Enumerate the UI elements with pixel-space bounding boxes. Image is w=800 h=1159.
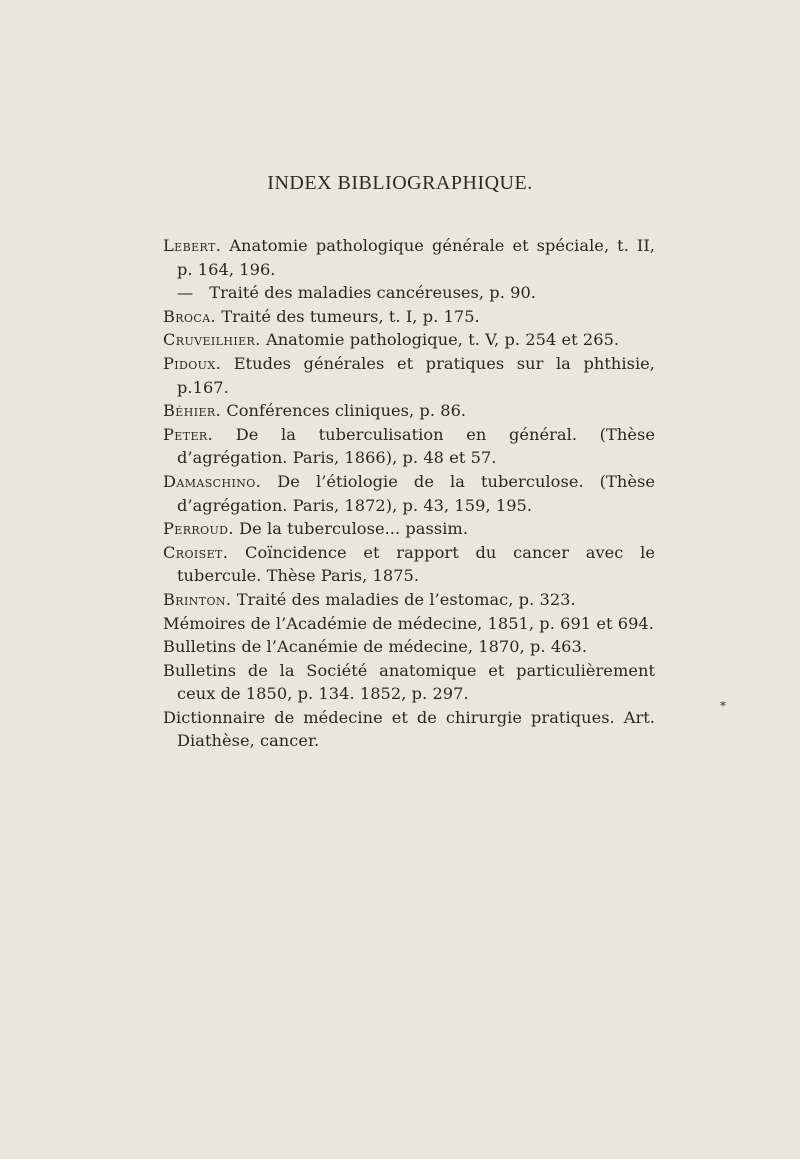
entry-author: Damaschino. (163, 471, 262, 491)
entry-text: Dictionnaire de médecine et de chirurgie pratiques. Art. Diathèse, cancer. (163, 707, 655, 751)
bibliography-entry (163, 423, 655, 470)
entry-author: Brinton. (163, 589, 232, 609)
entry-author: Perroud. (163, 519, 234, 539)
entry-text: Bulletins de l’Acanémie de médecine, 1870, p. 463. (163, 637, 588, 657)
entry-author: Broca. (163, 306, 217, 326)
entry-text: Coïncidence et rapport du cancer avec le tubercule. Thèse Paris, 1875. (177, 542, 655, 586)
bibliography-entry (163, 659, 655, 706)
entry-text: Etudes générales et pratiques sur la phthisie, p.167. (177, 353, 655, 397)
entry-text: Bulletins de la Société anatomique et particulièrement ceux de 1850, p. 134. 1852, p. 297. (163, 660, 655, 704)
entry-text: De l’étiologie de la tuberculose. (Thèse d’agrégation. Paris, 1872), p. 43, 159, 195. (177, 471, 655, 515)
bibliography-entry (163, 612, 655, 636)
entry-text: Anatomie pathologique, t. V, p. 254 et 265. (265, 330, 620, 350)
bibliography-entry (163, 234, 655, 281)
bibliography-entry (163, 706, 655, 753)
entry-text: Traité des maladies de l’estomac, p. 323. (236, 589, 576, 609)
bibliography-entry (163, 541, 655, 588)
entry-author: Lebert. (163, 236, 222, 255)
entry-author: Béhier. (163, 401, 222, 421)
entry-author: Croiset. (163, 542, 229, 562)
entry-text: Mémoires de l’Académie de médecine, 1851, p. 691 et 694. (163, 613, 654, 633)
entry-author: Cruveilhier. (163, 330, 261, 350)
bibliography-entry (163, 470, 655, 517)
entry-text: Traité des tumeurs, t. I, p. 175. (221, 306, 480, 326)
bibliography-entry (163, 352, 655, 399)
bibliography-entry (163, 635, 655, 659)
bibliography-entry (163, 517, 655, 541)
page-title: INDEX BIBLIOGRAPHIQUE. (267, 172, 533, 194)
bibliography-entry (163, 588, 655, 612)
bibliography-entry (163, 399, 655, 423)
stray-mark: ⁎ (720, 695, 726, 709)
entry-text: De la tuberculose... passim. (239, 519, 469, 539)
bibliography-entry (163, 305, 655, 329)
entry-author: Peter. (163, 424, 214, 444)
entry-text: Traité des maladies cancéreuses, p. 90. (209, 283, 537, 303)
entry-text: Conférences cliniques, p. 86. (226, 401, 467, 421)
ditto-dash: — (177, 283, 194, 303)
entry-text: De la tuberculisation en général. (Thèse d’agrégation. Paris, 1866), p. 48 et 57. (177, 424, 655, 468)
bibliography-list (163, 234, 655, 753)
bibliography-entry (163, 328, 655, 352)
entry-text: Anatomie pathologique générale et spéciale, t. II, p. 164, 196. (177, 236, 655, 279)
bibliography-entry (163, 281, 655, 305)
entry-author: Pidoux. (163, 353, 222, 373)
